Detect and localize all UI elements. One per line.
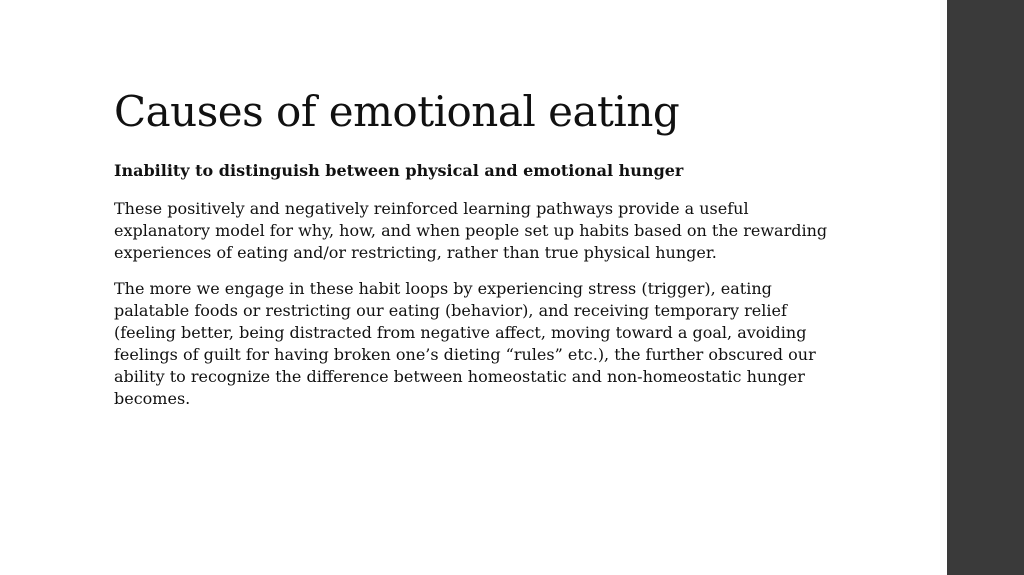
decorative-side-bar xyxy=(947,0,1024,575)
paragraph-1: These positively and negatively reinforced learning pathways provide a useful explanatory model for why, how, and when people set up habits based on the rewarding experiences of eating and/or restricting, rather than true physical hunger. xyxy=(114,199,828,262)
slide-subheading: Inability to distinguish between physical and emotional hunger xyxy=(114,161,684,180)
slide-content xyxy=(114,82,834,424)
slide-title: Causes of emotional eating xyxy=(114,87,680,136)
paragraph-2: The more we engage in these habit loops by experiencing stress (trigger), eating palatable foods or restricting our eating (behavior), and receiving temporary relief (feeling better, being distracted from negative affect, moving toward a goal, avoiding feelings of guilt for having broken one’s dieting “rules” etc.), the further obscured our ability to recognize the difference between homeostatic and non-homeostatic hunger becomes. xyxy=(114,279,816,408)
